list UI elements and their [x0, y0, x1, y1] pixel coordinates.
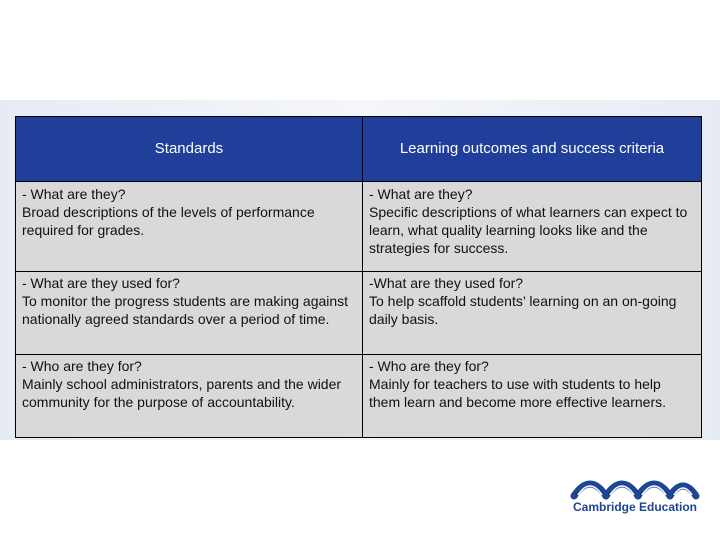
header-standards: Standards	[16, 117, 363, 182]
comparison-table	[15, 116, 702, 438]
cell-question: - What are they used for?	[22, 275, 180, 291]
table-row	[16, 272, 702, 355]
cell-text: To monitor the progress students are making against nationally agreed standards over a period of time.	[22, 293, 349, 327]
cell-question: - Who are they for?	[369, 358, 489, 374]
table-cell	[16, 355, 363, 438]
cell-text: Broad descriptions of the levels of performance required for grades.	[22, 204, 315, 238]
cell-text: Mainly for teachers to use with students to help them learn and become more effective learners.	[369, 376, 667, 410]
table-row	[16, 182, 702, 272]
table-cell	[16, 182, 363, 272]
cell-question: - What are they?	[22, 186, 126, 202]
header-learning-outcomes: Learning outcomes and success criteria	[363, 117, 702, 182]
table-cell	[363, 355, 702, 438]
logo-text: Cambridge Education	[572, 500, 697, 514]
table-cell	[363, 272, 702, 355]
table-header-row	[16, 117, 702, 182]
cell-text: To help scaffold students’ learning on an on-going daily basis.	[369, 293, 677, 327]
cell-text: Specific descriptions of what learners can expect to learn, what quality learning looks like and the strategies for success.	[369, 204, 688, 256]
cell-question: - Who are they for?	[22, 358, 142, 374]
cell-question: -What are they used for?	[369, 275, 524, 291]
table-row	[16, 355, 702, 438]
table-cell	[16, 272, 363, 355]
cell-text: Mainly school administrators, parents and the wider community for the purpose of accountability.	[22, 376, 342, 410]
cell-question: - What are they?	[369, 186, 473, 202]
table-cell	[363, 182, 702, 272]
